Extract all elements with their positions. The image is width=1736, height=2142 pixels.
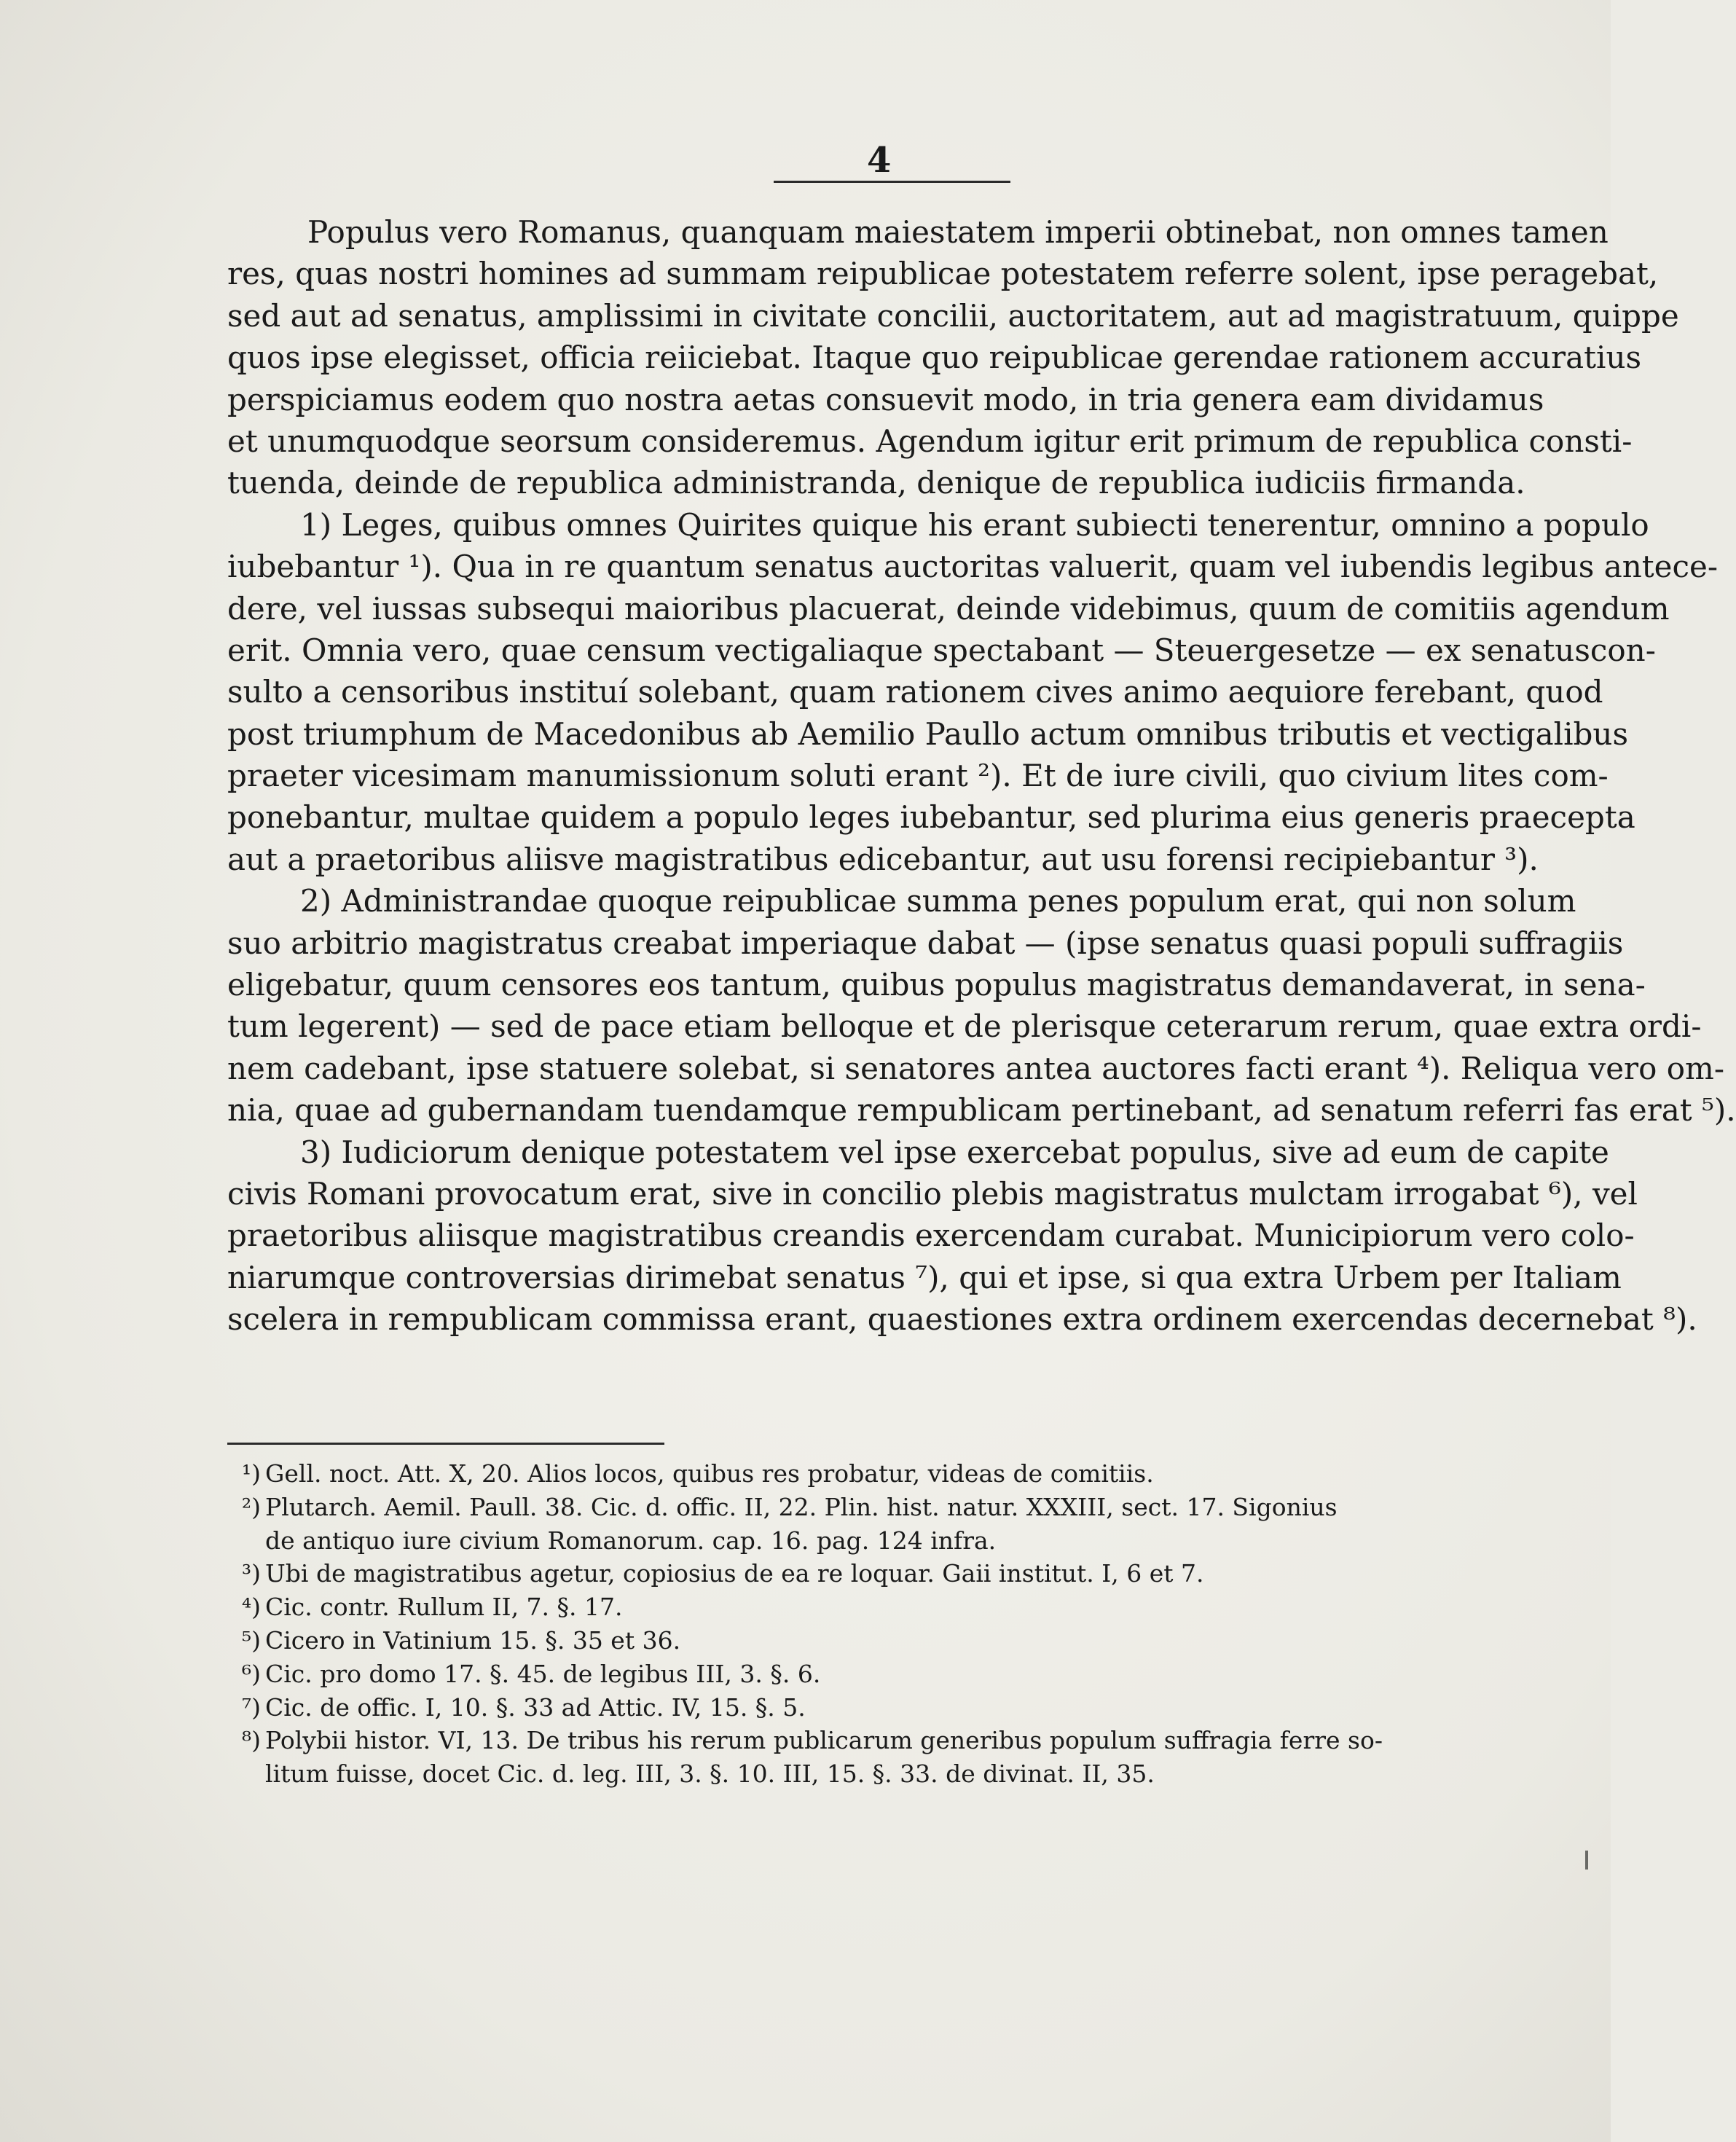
text-line: praetoribus aliisque magistratibus creandis exercendam curabat. Municipiorum vero colo- <box>227 1217 1635 1254</box>
header-rule <box>774 181 1010 183</box>
text-line: nia, quae ad gubernandam tuendamque rempublicam pertinebant, ad senatum referri fas erat ⁵). <box>227 1092 1736 1129</box>
footnote-marker: ⁴) <box>241 1593 261 1622</box>
text-line: sulto a censoribus instituí solebant, quam rationem cives animo aequiore ferebant, quod <box>227 674 1603 710</box>
main-text <box>227 211 1736 1341</box>
text-line: post triumphum de Macedonibus ab Aemilio Paullo actum omnibus tributis et vectigalibus <box>227 715 1628 752</box>
footnotes <box>227 1457 1555 1791</box>
text-line: ponebantur, multae quidem a populo leges iubebantur, sed plurima eius generis praecepta <box>227 799 1635 836</box>
text-line: civis Romani provocatum erat, sive in concilio plebis magistratus mulctam irrogabat ⁶), vel <box>227 1175 1638 1212</box>
footnote-marker: ⁶) <box>241 1659 261 1688</box>
text-line: Populus vero Romanus, quanquam maiestatem imperii obtinebat, non omnes tamen <box>307 214 1609 250</box>
text-line: res, quas nostri homines ad summam reipublicae potestatem referre solent, ipse peragebat, <box>227 256 1659 292</box>
footnote-text: litum fuisse, docet Cic. d. leg. III, 3. §. 10. III, 15. §. 33. de divinat. II, 35. <box>265 1760 1155 1789</box>
footnote-text: Cic. de offic. I, 10. §. 33 ad Attic. IV, 15. §. 5. <box>265 1692 806 1722</box>
text-line: et unumquodque seorsum consideremus. Agendum igitur erit primum de republica consti- <box>227 423 1633 459</box>
text-line: dere, vel iussas subsequi maioribus placuerat, deinde videbimus, quum de comitiis agendum <box>227 590 1670 627</box>
footnote-marker: ²) <box>241 1492 261 1521</box>
footnote <box>227 1658 1555 1691</box>
text-line: quos ipse elegisset, officia reiiciebat. Itaque quo reipublicae gerendae rationem accuratius <box>227 340 1642 376</box>
text-line: 1) Leges, quibus omnes Quirites quique his erant subiecti tenerentur, omnino a populo <box>300 506 1649 543</box>
footnote <box>227 1624 1555 1658</box>
text-line: 3) Iudiciorum denique potestatem vel ipse exercebat populus, sive ad eum de capite <box>300 1134 1609 1170</box>
text-line: praeter vicesimam manumissionum soluti erant ²). Et de iure civili, quo civium lites com- <box>227 758 1609 794</box>
footnote-marker: ⁸) <box>241 1726 261 1755</box>
text-line: suo arbitrio magistratus creabat imperiaque dabat — (ipse senatus quasi populi suffragiis <box>227 925 1624 961</box>
text-line: tuenda, deinde de republica administranda, denique de republica iudiciis firmanda. <box>227 465 1525 501</box>
footnote <box>227 1491 1555 1524</box>
footnote-text: Ubi de magistratibus agetur, copiosius de ea re loquar. Gaii institut. I, 6 et 7. <box>265 1559 1204 1588</box>
text-line: sed aut ad senatus, amplissimi in civitate concilii, auctoritatem, aut ad magistratuum, quippe <box>227 297 1679 334</box>
text-line: niarumque controversias dirimebat senatus ⁷), qui et ipse, si qua extra Urbem per Italiam <box>227 1259 1622 1295</box>
margin-mark <box>1585 1851 1588 1870</box>
footnote-text: Cicero in Vatinium 15. §. 35 et 36. <box>265 1625 681 1655</box>
footnote-marker: ³) <box>241 1559 261 1588</box>
footnote-text: de antiquo iure civium Romanorum. cap. 16. pag. 124 infra. <box>265 1526 997 1555</box>
footnote <box>227 1590 1555 1624</box>
footnote-marker: ¹) <box>241 1459 261 1488</box>
text-line: aut a praetoribus aliisve magistratibus edicebantur, aut usu forensi recipiebantur ³). <box>227 841 1539 877</box>
footnote-marker: ⁵) <box>241 1625 261 1655</box>
page-number: 4 <box>867 140 892 181</box>
footnote-marker: ⁷) <box>241 1692 261 1722</box>
footnote-text: Gell. noct. Att. X, 20. Alios locos, quibus res probatur, videas de comitiis. <box>265 1459 1154 1488</box>
footnote-text: Polybii histor. VI, 13. De tribus his rerum publicarum generibus populum suffragia ferre so- <box>265 1726 1383 1755</box>
text-line: nem cadebant, ipse statuere solebat, si senatores antea auctores facti erant ⁴). Reliqua vero om- <box>227 1050 1725 1086</box>
text-line: 2) Administrandae quoque reipublicae summa penes populum erat, qui non solum <box>300 883 1576 919</box>
text-line: tum legerent) — sed de pace etiam belloque et de plerisque ceterarum rerum, quae extra ordi- <box>227 1008 1702 1045</box>
footnote <box>227 1724 1555 1757</box>
text-line: perspiciamus eodem quo nostra aetas consuevit modo, in tria genera eam dividamus <box>227 381 1544 417</box>
text-line: iubebantur ¹). Qua in re quantum senatus auctoritas valuerit, quam vel iubendis legibus antece- <box>227 549 1719 585</box>
footnote-text: Plutarch. Aemil. Paull. 38. Cic. d. offic. II, 22. Plin. hist. natur. XXXIII, sect. 17. Sigonius <box>265 1492 1338 1521</box>
footnote-text: Cic. pro domo 17. §. 45. de legibus III, 3. §. 6. <box>265 1659 821 1688</box>
footnote-rule <box>227 1443 664 1445</box>
footnote <box>227 1457 1555 1491</box>
footnote-text: Cic. contr. Rullum II, 7. §. 17. <box>265 1593 623 1622</box>
footnote <box>227 1691 1555 1725</box>
text-line: erit. Omnia vero, quae censum vectigaliaque spectabant — Steuergesetze — ex senatuscon- <box>227 632 1656 668</box>
footnote-continuation <box>227 1757 1555 1791</box>
footnote <box>227 1557 1555 1590</box>
text-line: scelera in rempublicam commissa erant, quaestiones extra ordinem exercendas decernebat ⁸). <box>227 1301 1697 1338</box>
footnote-continuation <box>227 1524 1555 1558</box>
text-line: eligebatur, quum censores eos tantum, quibus populus magistratus demandaverat, in sena- <box>227 967 1646 1003</box>
